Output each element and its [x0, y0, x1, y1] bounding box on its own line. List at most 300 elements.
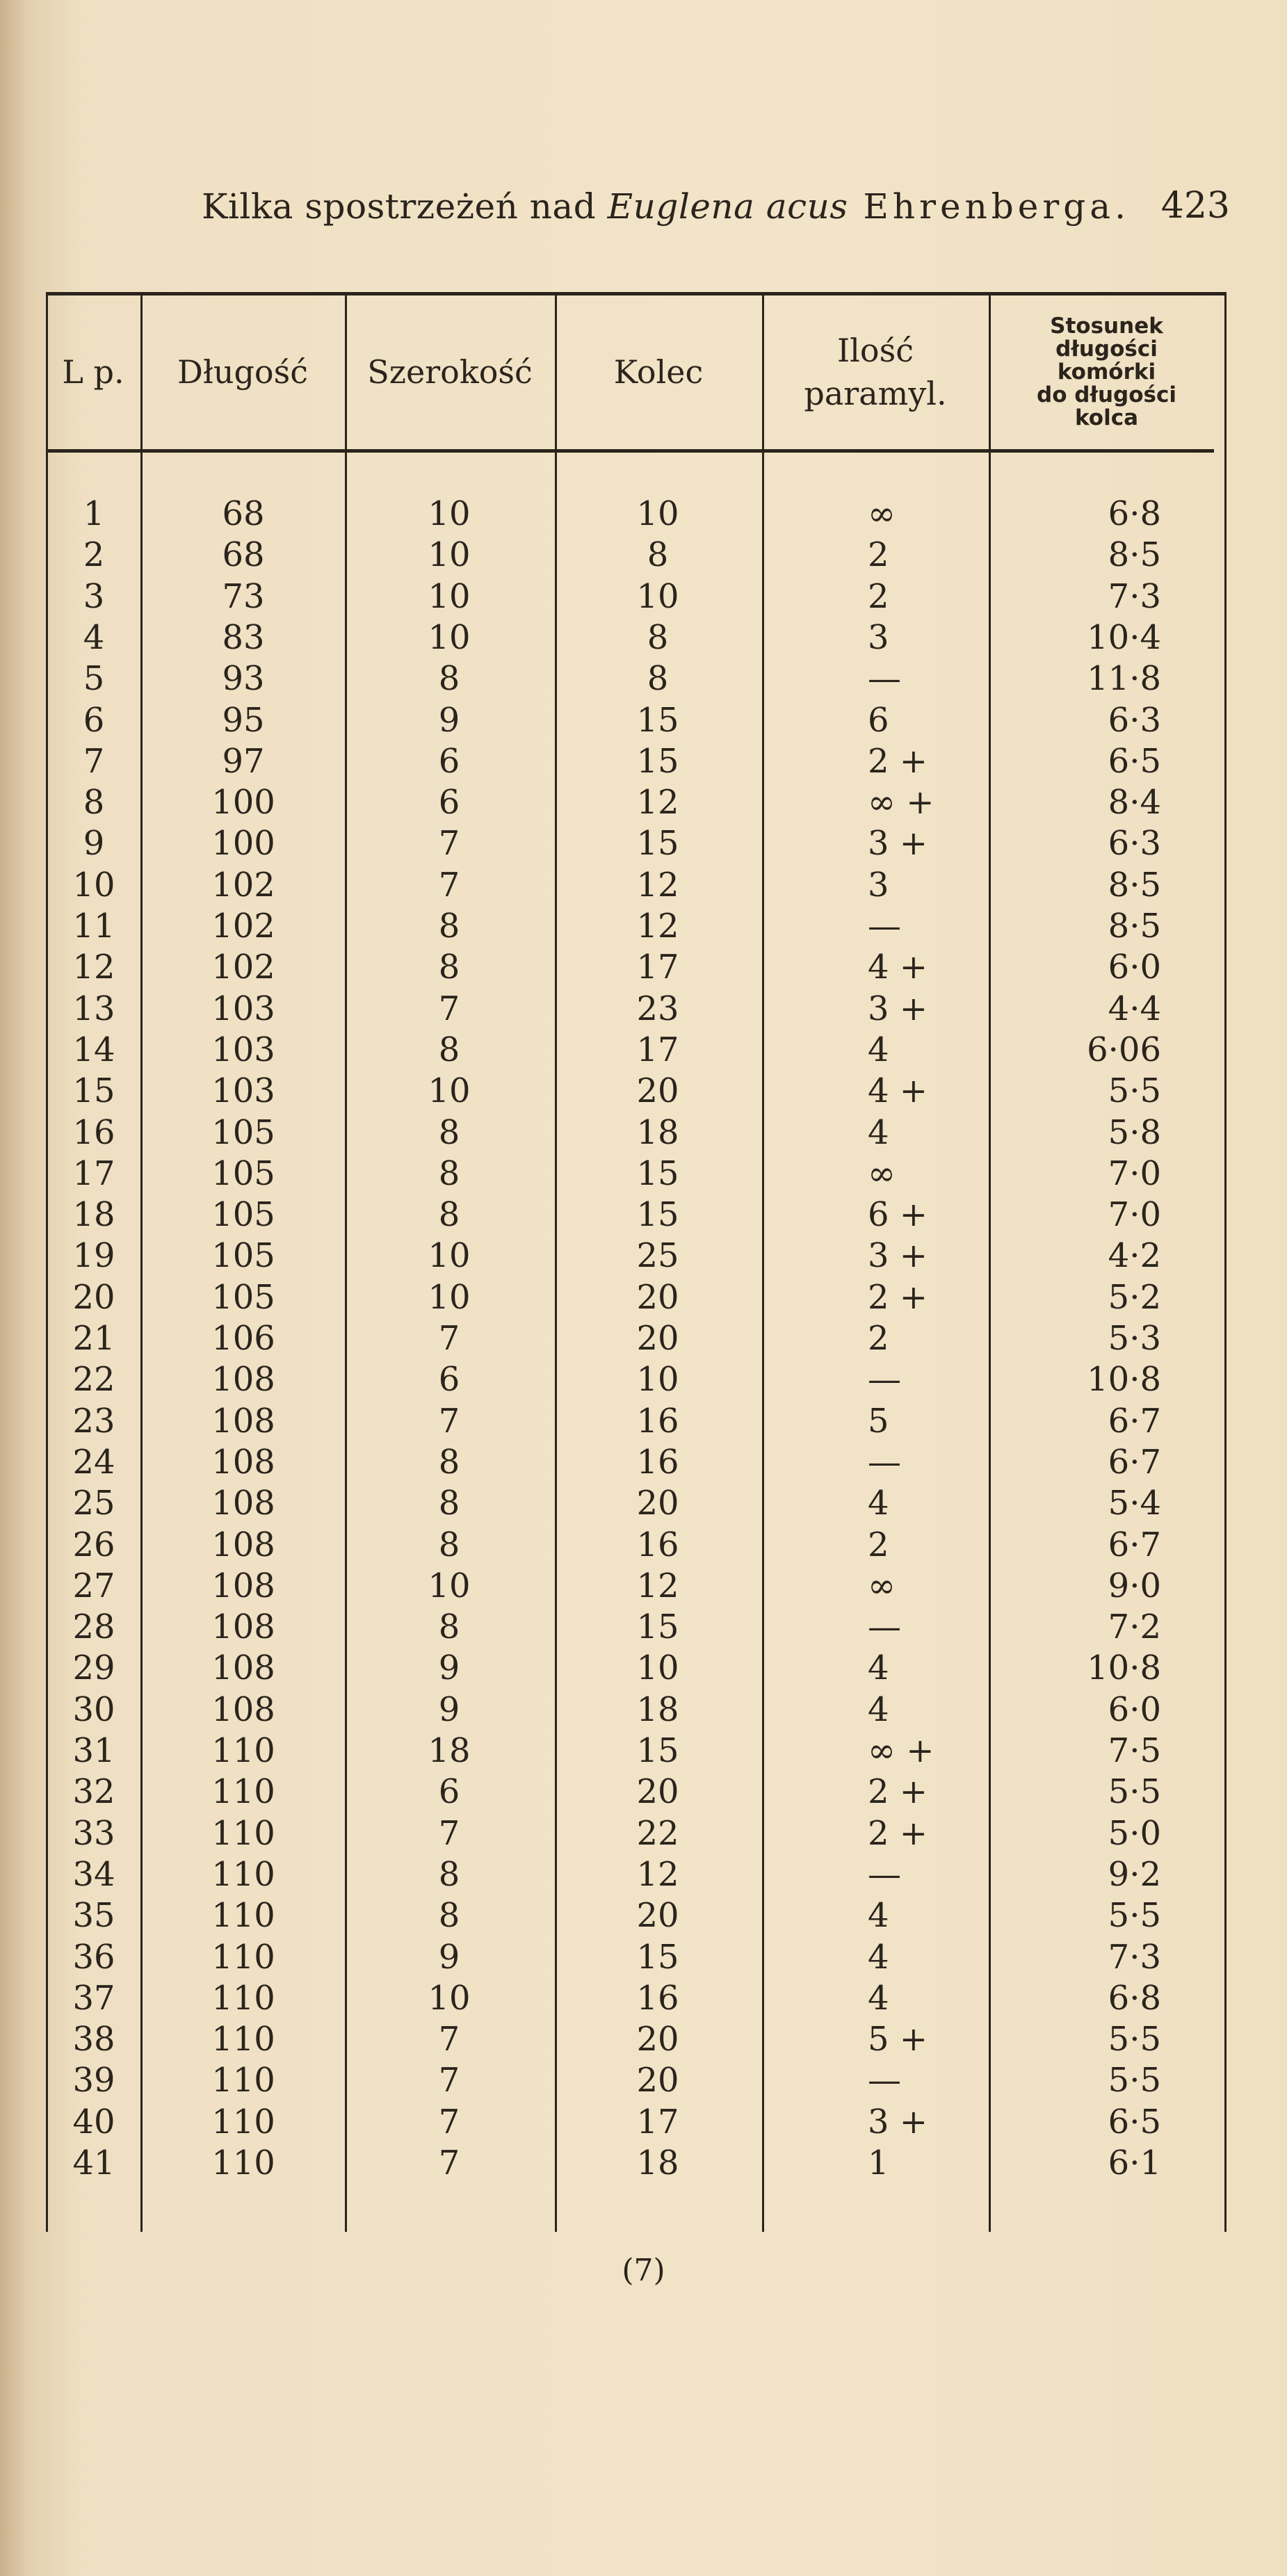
cell-width: 8 — [438, 1896, 460, 1936]
cell-spine: 20 — [636, 1772, 679, 1812]
table-row — [46, 1236, 1228, 1277]
cell-spine: 18 — [636, 1690, 679, 1729]
cell-length: 108 — [211, 1442, 275, 1482]
header-paramyl-line1: Ilość — [837, 332, 914, 369]
cell-paramyl: 3 + — [868, 2102, 928, 2141]
cell-paramyl: 4 + — [868, 1071, 928, 1111]
cell-ratio: 6·8 — [1108, 494, 1161, 533]
cell-lp: 5 — [83, 659, 105, 699]
table-row — [46, 865, 1228, 906]
table-row — [46, 2143, 1228, 2184]
table-row — [46, 617, 1228, 658]
cell-width: 9 — [438, 1937, 460, 1977]
table-row — [46, 700, 1228, 741]
cell-length: 106 — [211, 1319, 275, 1358]
cell-length: 102 — [211, 865, 275, 905]
cell-length: 97 — [222, 741, 265, 781]
cell-spine: 18 — [636, 1112, 679, 1152]
cell-width: 8 — [438, 1854, 460, 1894]
cell-width: 9 — [438, 700, 460, 740]
cell-length: 110 — [211, 2144, 275, 2182]
cell-spine: 12 — [636, 1854, 679, 1894]
table-row — [46, 1854, 1228, 1895]
running-head-part2: Ehrenberga. — [848, 186, 1131, 227]
cell-ratio: 8·5 — [1108, 865, 1161, 905]
cell-width: 8 — [438, 659, 460, 699]
cell-paramyl: 3 + — [868, 989, 928, 1028]
cell-ratio: 10·8 — [1087, 1360, 1161, 1400]
cell-length: 108 — [211, 1525, 275, 1564]
cell-spine: 20 — [636, 1319, 679, 1358]
cell-spine: 22 — [636, 1813, 679, 1853]
cell-width: 6 — [438, 1360, 460, 1400]
cell-width: 18 — [428, 1731, 471, 1770]
cell-ratio: 7·0 — [1108, 1153, 1161, 1193]
cell-lp: 31 — [72, 1731, 115, 1770]
cell-spine: 15 — [636, 1937, 679, 1977]
cell-ratio: 6·3 — [1108, 824, 1161, 864]
header-ratio-line: długości — [1055, 336, 1158, 362]
table-row — [46, 1978, 1228, 2019]
cell-width: 7 — [438, 1813, 460, 1853]
cell-length: 108 — [211, 1401, 275, 1441]
cell-lp: 12 — [72, 948, 115, 987]
cell-lp: 19 — [72, 1236, 115, 1276]
cell-length: 100 — [211, 824, 275, 864]
cell-paramyl: 3 — [868, 617, 889, 657]
cell-spine: 16 — [636, 1978, 679, 2018]
cell-width: 9 — [438, 1690, 460, 1729]
cell-length: 73 — [222, 576, 265, 616]
cell-lp: 32 — [72, 1772, 115, 1812]
cell-ratio: 6·06 — [1087, 1030, 1161, 1069]
table-row — [46, 576, 1228, 617]
cell-ratio: 7·3 — [1108, 1937, 1161, 1977]
cell-spine: 10 — [636, 1649, 679, 1688]
cell-lp: 33 — [72, 1813, 115, 1853]
cell-paramyl: 6 — [868, 700, 889, 740]
cell-length: 110 — [211, 2061, 275, 2100]
cell-length: 110 — [211, 2020, 275, 2059]
cell-ratio: 6·7 — [1108, 1525, 1161, 1564]
table-row — [46, 494, 1228, 535]
cell-ratio: 6·5 — [1108, 2102, 1161, 2141]
cell-ratio: 6·0 — [1108, 948, 1161, 987]
cell-ratio: 5·3 — [1108, 1319, 1161, 1358]
table-row — [46, 1937, 1228, 1978]
cell-ratio: 5·5 — [1108, 2061, 1161, 2100]
table-row — [46, 1813, 1228, 1854]
cell-length: 100 — [211, 783, 275, 823]
cell-lp: 29 — [72, 1649, 115, 1688]
cell-length: 102 — [211, 948, 275, 987]
table-row — [46, 1690, 1228, 1731]
cell-paramyl: 1 — [868, 2144, 889, 2182]
header-ratio-line: Stosunek — [1050, 313, 1163, 339]
cell-width: 7 — [438, 824, 460, 864]
table-row — [46, 989, 1228, 1030]
cell-length: 103 — [211, 1071, 275, 1111]
cell-length: 108 — [211, 1484, 275, 1523]
table-row — [46, 1895, 1228, 1936]
cell-length: 110 — [211, 1813, 275, 1853]
cell-lp: 34 — [72, 1854, 115, 1894]
table-row — [46, 906, 1228, 947]
cell-length: 93 — [222, 659, 265, 699]
cell-paramyl: 4 — [868, 1649, 889, 1688]
cell-paramyl: 3 — [868, 865, 889, 905]
cell-paramyl: 4 + — [868, 948, 928, 987]
table-row — [46, 823, 1228, 864]
species-name: Euglena acus — [607, 186, 848, 227]
header-ratio-line: komórki — [1057, 359, 1156, 384]
table-row — [46, 782, 1228, 823]
cell-ratio: 7·3 — [1108, 576, 1161, 616]
cell-lp: 16 — [72, 1112, 115, 1152]
cell-spine: 15 — [636, 741, 679, 781]
table-row — [46, 1153, 1228, 1194]
cell-length: 110 — [211, 1854, 275, 1894]
cell-paramyl: 4 — [868, 1896, 889, 1936]
cell-spine: 10 — [636, 494, 679, 533]
cell-lp: 28 — [72, 1607, 115, 1647]
table-row — [46, 2102, 1228, 2143]
cell-lp: 18 — [72, 1195, 115, 1235]
cell-width: 6 — [438, 741, 460, 781]
cell-lp: 35 — [72, 1896, 115, 1936]
cell-width: 8 — [438, 1607, 460, 1647]
cell-length: 105 — [211, 1195, 275, 1235]
page-footer: (7) — [622, 2253, 665, 2288]
cell-ratio: 9·0 — [1108, 1566, 1161, 1605]
cell-width: 7 — [438, 2061, 460, 2100]
table-row — [46, 1525, 1228, 1566]
cell-spine: 8 — [647, 535, 669, 575]
cell-paramyl: ∞ — [868, 494, 896, 533]
table-row — [46, 1194, 1228, 1236]
cell-width: 10 — [428, 1566, 471, 1605]
cell-ratio: 8·5 — [1108, 535, 1161, 575]
cell-width: 8 — [438, 1442, 460, 1482]
table-row — [46, 1607, 1228, 1648]
measurement-table — [46, 292, 1228, 2232]
cell-lp: 14 — [72, 1030, 115, 1069]
cell-lp: 40 — [72, 2102, 115, 2141]
cell-paramyl: 2 + — [868, 1813, 928, 1853]
cell-spine: 25 — [636, 1236, 679, 1276]
cell-paramyl: ∞ — [868, 1153, 896, 1193]
cell-spine: 20 — [636, 1896, 679, 1936]
table-row — [46, 2060, 1228, 2101]
cell-ratio: 7·5 — [1108, 1731, 1161, 1770]
cell-lp: 13 — [72, 989, 115, 1028]
cell-paramyl: 6 + — [868, 1195, 928, 1235]
cell-lp: 36 — [72, 1937, 115, 1977]
cell-paramyl: — — [868, 659, 901, 699]
cell-spine: 17 — [636, 948, 679, 987]
cell-paramyl: — — [868, 1854, 901, 1894]
cell-length: 108 — [211, 1690, 275, 1729]
cell-length: 110 — [211, 2102, 275, 2141]
cell-length: 68 — [222, 494, 265, 533]
cell-length: 110 — [211, 1896, 275, 1936]
cell-spine: 20 — [636, 1277, 679, 1317]
header-ratio — [989, 292, 1224, 452]
cell-spine: 12 — [636, 783, 679, 823]
cell-spine: 18 — [636, 2144, 679, 2182]
cell-spine: 20 — [636, 1484, 679, 1523]
table-row — [46, 1566, 1228, 1607]
cell-width: 6 — [438, 783, 460, 823]
cell-paramyl: ∞ — [868, 1566, 896, 1605]
cell-lp: 21 — [72, 1319, 115, 1358]
cell-ratio: 5·5 — [1108, 2020, 1161, 2059]
cell-width: 7 — [438, 2020, 460, 2059]
table-row — [46, 947, 1228, 988]
cell-ratio: 4·4 — [1108, 989, 1161, 1028]
cell-spine: 16 — [636, 1442, 679, 1482]
cell-lp: 23 — [72, 1401, 115, 1441]
cell-ratio: 10·8 — [1087, 1649, 1161, 1688]
cell-ratio: 6·0 — [1108, 1690, 1161, 1729]
cell-lp: 15 — [72, 1071, 115, 1111]
table-row — [46, 1318, 1228, 1359]
cell-width: 9 — [438, 1649, 460, 1688]
cell-paramyl: ∞ + — [868, 783, 934, 823]
cell-width: 8 — [438, 907, 460, 946]
cell-paramyl: 5 — [868, 1401, 889, 1441]
cell-lp: 30 — [72, 1690, 115, 1729]
cell-lp: 4 — [83, 617, 105, 657]
cell-ratio: 7·0 — [1108, 1195, 1161, 1235]
table-row — [46, 1648, 1228, 1689]
cell-lp: 38 — [72, 2020, 115, 2059]
cell-spine: 16 — [636, 1525, 679, 1564]
cell-lp: 20 — [72, 1277, 115, 1317]
cell-length: 105 — [211, 1153, 275, 1193]
cell-paramyl: — — [868, 1607, 901, 1647]
cell-spine: 15 — [636, 700, 679, 740]
cell-ratio: 6·5 — [1108, 741, 1161, 781]
table-row — [46, 741, 1228, 782]
cell-spine: 20 — [636, 1071, 679, 1111]
header-spine: Kolec — [613, 353, 704, 391]
cell-spine: 12 — [636, 865, 679, 905]
cell-length: 108 — [211, 1360, 275, 1400]
cell-lp: 22 — [72, 1360, 115, 1400]
cell-paramyl: 2 — [868, 576, 889, 616]
cell-length: 108 — [211, 1649, 275, 1688]
table-row — [46, 1772, 1228, 1813]
cell-paramyl: 4 — [868, 1030, 889, 1069]
cell-spine: 8 — [647, 617, 669, 657]
cell-length: 108 — [211, 1566, 275, 1605]
cell-ratio: 10·4 — [1087, 617, 1161, 657]
cell-paramyl: — — [868, 1360, 901, 1400]
cell-length: 110 — [211, 1937, 275, 1977]
cell-lp: 41 — [72, 2144, 115, 2182]
table-row — [46, 535, 1228, 576]
cell-width: 10 — [428, 535, 471, 575]
cell-paramyl: 2 + — [868, 741, 928, 781]
cell-paramyl: — — [868, 2061, 901, 2100]
cell-lp: 11 — [72, 907, 115, 946]
table-row — [46, 1071, 1228, 1112]
cell-spine: 15 — [636, 1153, 679, 1193]
cell-spine: 10 — [636, 1360, 679, 1400]
cell-lp: 3 — [83, 576, 105, 616]
cell-width: 8 — [438, 1484, 460, 1523]
cell-lp: 1 — [83, 494, 105, 533]
cell-lp: 17 — [72, 1153, 115, 1193]
cell-paramyl: 4 — [868, 1937, 889, 1977]
cell-ratio: 8·4 — [1108, 783, 1161, 823]
cell-paramyl: 2 + — [868, 1277, 928, 1317]
cell-ratio: 6·3 — [1108, 700, 1161, 740]
cell-paramyl: 3 + — [868, 1236, 928, 1276]
cell-paramyl: 2 — [868, 1319, 889, 1358]
cell-ratio: 5·2 — [1108, 1277, 1161, 1317]
cell-lp: 10 — [72, 865, 115, 905]
cell-paramyl: 4 — [868, 1484, 889, 1523]
cell-ratio: 5·5 — [1108, 1772, 1161, 1812]
cell-lp: 37 — [72, 1978, 115, 2018]
table-row — [46, 1359, 1228, 1400]
cell-lp: 25 — [72, 1484, 115, 1523]
cell-spine: 15 — [636, 1607, 679, 1647]
cell-length: 103 — [211, 989, 275, 1028]
header-length: Długość — [177, 353, 308, 391]
cell-spine: 15 — [636, 1195, 679, 1235]
table-row — [46, 1401, 1228, 1442]
cell-width: 7 — [438, 865, 460, 905]
cell-spine: 8 — [647, 659, 669, 699]
cell-length: 105 — [211, 1236, 275, 1276]
cell-lp: 9 — [83, 824, 105, 864]
cell-width: 7 — [438, 2144, 460, 2182]
cell-lp: 24 — [72, 1442, 115, 1482]
cell-ratio: 5·4 — [1108, 1484, 1161, 1523]
cell-length: 110 — [211, 1772, 275, 1812]
cell-width: 10 — [428, 1236, 471, 1276]
cell-ratio: 7·2 — [1108, 1607, 1161, 1647]
cell-width: 10 — [428, 494, 471, 533]
header-width: Szerokość — [367, 353, 533, 391]
cell-width: 10 — [428, 1277, 471, 1317]
cell-width: 7 — [438, 1319, 460, 1358]
cell-lp: 27 — [72, 1566, 115, 1605]
header-ratio-line: kolca — [1074, 405, 1138, 430]
cell-lp: 8 — [83, 783, 105, 823]
cell-paramyl: 3 + — [868, 824, 928, 864]
cell-width: 8 — [438, 1030, 460, 1069]
cell-length: 83 — [222, 617, 265, 657]
cell-length: 105 — [211, 1112, 275, 1152]
cell-ratio: 5·0 — [1108, 1813, 1161, 1853]
cell-width: 10 — [428, 576, 471, 616]
cell-paramyl: 4 — [868, 1112, 889, 1152]
cell-width: 8 — [438, 1153, 460, 1193]
cell-paramyl: — — [868, 1442, 901, 1482]
cell-ratio: 6·8 — [1108, 1978, 1161, 2018]
cell-length: 102 — [211, 907, 275, 946]
cell-ratio: 6·1 — [1108, 2144, 1161, 2182]
cell-spine: 20 — [636, 2061, 679, 2100]
table-row — [46, 1277, 1228, 1318]
cell-lp: 7 — [83, 741, 105, 781]
cell-width: 8 — [438, 1112, 460, 1152]
cell-ratio: 5·8 — [1108, 1112, 1161, 1152]
cell-length: 110 — [211, 1731, 275, 1770]
cell-ratio: 5·5 — [1108, 1071, 1161, 1111]
table-row — [46, 1731, 1228, 1772]
table-row — [46, 1030, 1228, 1071]
cell-width: 8 — [438, 948, 460, 987]
cell-ratio: 6·7 — [1108, 1401, 1161, 1441]
cell-ratio: 8·5 — [1108, 907, 1161, 946]
cell-lp: 26 — [72, 1525, 115, 1564]
cell-lp: 2 — [83, 535, 105, 575]
cell-paramyl: 2 + — [868, 1772, 928, 1812]
running-head-part1: Kilka spostrzeżeń nad — [202, 186, 608, 227]
cell-spine: 12 — [636, 907, 679, 946]
cell-length: 108 — [211, 1607, 275, 1647]
cell-paramyl: 5 + — [868, 2020, 928, 2059]
cell-ratio: 4·2 — [1108, 1236, 1161, 1276]
cell-spine: 17 — [636, 2102, 679, 2141]
cell-width: 6 — [438, 1772, 460, 1812]
cell-spine: 10 — [636, 576, 679, 616]
page-number: 423 — [1160, 185, 1230, 227]
table-row — [46, 2019, 1228, 2060]
cell-length: 110 — [211, 1978, 275, 2018]
cell-paramyl: — — [868, 907, 901, 946]
running-head — [202, 186, 1130, 227]
cell-length: 95 — [222, 700, 265, 740]
cell-paramyl: ∞ + — [868, 1731, 934, 1770]
cell-lp: 6 — [83, 700, 105, 740]
cell-length: 103 — [211, 1030, 275, 1069]
cell-width: 10 — [428, 1978, 471, 2018]
cell-length: 68 — [222, 535, 265, 575]
header-paramyl-line2: paramyl. — [804, 375, 947, 412]
cell-spine: 20 — [636, 2020, 679, 2059]
cell-width: 10 — [428, 617, 471, 657]
cell-paramyl: 2 — [868, 535, 889, 575]
cell-width: 8 — [438, 1525, 460, 1564]
cell-ratio: 11·8 — [1087, 659, 1161, 699]
cell-spine: 15 — [636, 1731, 679, 1770]
cell-spine: 15 — [636, 824, 679, 864]
cell-paramyl: 4 — [868, 1978, 889, 2018]
cell-ratio: 9·2 — [1108, 1854, 1161, 1894]
table-row — [46, 1483, 1228, 1524]
header-paramyl — [762, 292, 989, 452]
cell-length: 105 — [211, 1277, 275, 1317]
cell-spine: 16 — [636, 1401, 679, 1441]
table-row — [46, 1442, 1228, 1483]
cell-width: 7 — [438, 2102, 460, 2141]
cell-spine: 23 — [636, 989, 679, 1028]
cell-width: 8 — [438, 1195, 460, 1235]
header-lp: L p. — [62, 353, 124, 391]
cell-width: 7 — [438, 1401, 460, 1441]
cell-ratio: 6·7 — [1108, 1442, 1161, 1482]
table-row — [46, 1112, 1228, 1153]
cell-spine: 17 — [636, 1030, 679, 1069]
cell-lp: 39 — [72, 2061, 115, 2100]
header-ratio-line: do długości — [1037, 382, 1176, 407]
